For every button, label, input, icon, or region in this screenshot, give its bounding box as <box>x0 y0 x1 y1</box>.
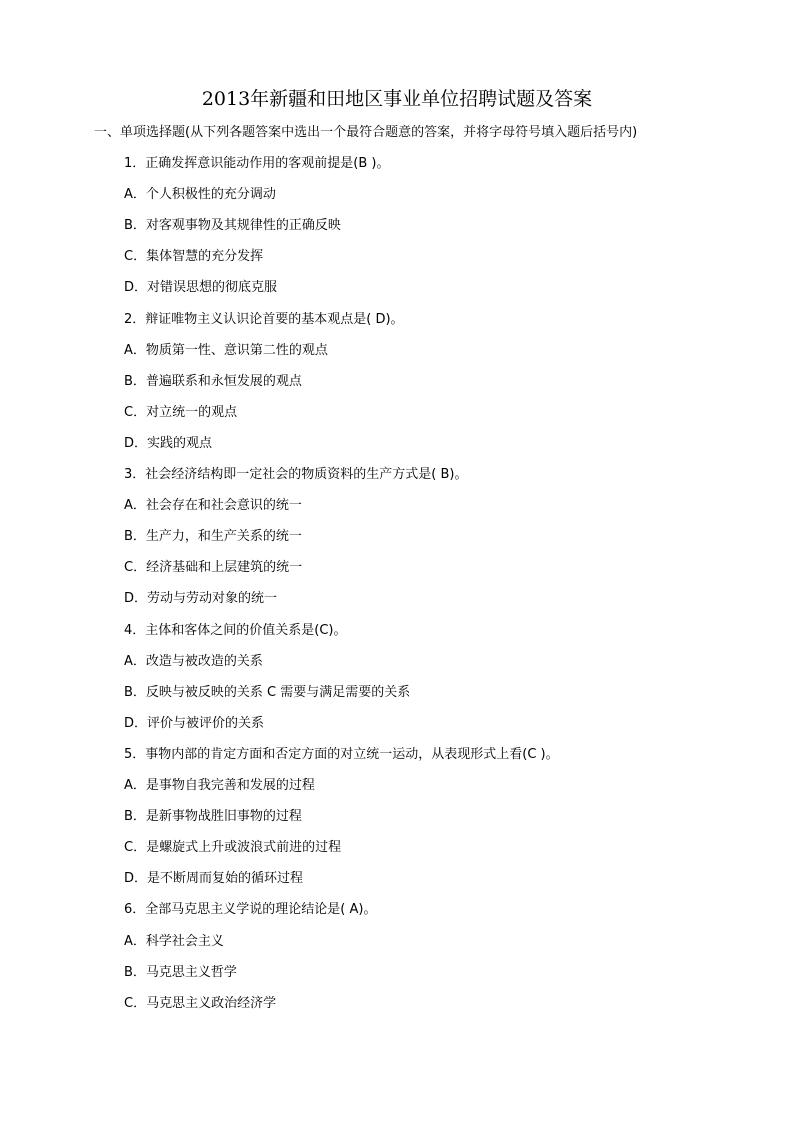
answer-option: B．生产力，和生产关系的统一 <box>124 529 302 545</box>
question-stem: 3．社会经济结构即一定社会的物质资料的生产方式是( B)。 <box>124 467 468 482</box>
answer-option: B．对客观事物及其规律性的正确反映 <box>124 218 341 234</box>
answer-option: B．反映与被反映的关系 C 需要与满足需要的关系 <box>124 684 411 700</box>
answer-option: C．是螺旋式上升或波浪式前进的过程 <box>124 840 342 856</box>
section-heading: 一、单项选择题(从下列各题答案中选出一个最符合题意的答案，并将字母符号填入题后括号内) <box>94 125 638 140</box>
document-title: 2013年新疆和田地区事业单位招聘试题及答案 <box>201 88 593 110</box>
answer-option: D．是不断周而复始的循环过程 <box>124 871 304 887</box>
answer-option: D．对错误思想的彻底克服 <box>124 280 278 296</box>
question-stem: 1．正确发挥意识能动作用的客观前提是(B )。 <box>124 156 390 171</box>
question-stem: 2．辩证唯物主义认识论首要的基本观点是( D)。 <box>124 311 404 327</box>
answer-option: C．对立统一的观点 <box>124 404 238 420</box>
answer-option: A．改造与被改造的关系 <box>124 653 263 669</box>
answer-option: D．评价与被评价的关系 <box>124 715 265 731</box>
answer-option: C．马克思主义政治经济学 <box>124 995 277 1011</box>
answer-option: B．马克思主义哲学 <box>124 964 237 980</box>
answer-option: B．普遍联系和永恒发展的观点 <box>124 373 302 389</box>
answer-option: D．实践的观点 <box>124 435 213 451</box>
question-stem: 4．主体和客体之间的价值关系是(C)。 <box>124 622 347 638</box>
question-stem: 5．事物内部的肯定方面和否定方面的对立统一运动，从表现形式上看(C )。 <box>124 746 559 762</box>
answer-option: A．个人积极性的充分调动 <box>124 187 276 203</box>
answer-option: C．集体智慧的充分发挥 <box>124 249 264 265</box>
answer-option: A．物质第一性、意识第二性的观点 <box>124 342 328 358</box>
answer-option: A．社会存在和社会意识的统一 <box>124 498 302 514</box>
answer-option: B．是新事物战胜旧事物的过程 <box>124 809 302 825</box>
answer-option: C．经济基础和上层建筑的统一 <box>124 560 303 576</box>
answer-option: D．劳动与劳动对象的统一 <box>124 591 278 607</box>
answer-option: A．科学社会主义 <box>124 933 224 949</box>
question-stem: 6．全部马克思主义学说的理论结论是( A)。 <box>124 902 377 918</box>
answer-option: A．是事物自我完善和发展的过程 <box>124 778 315 793</box>
